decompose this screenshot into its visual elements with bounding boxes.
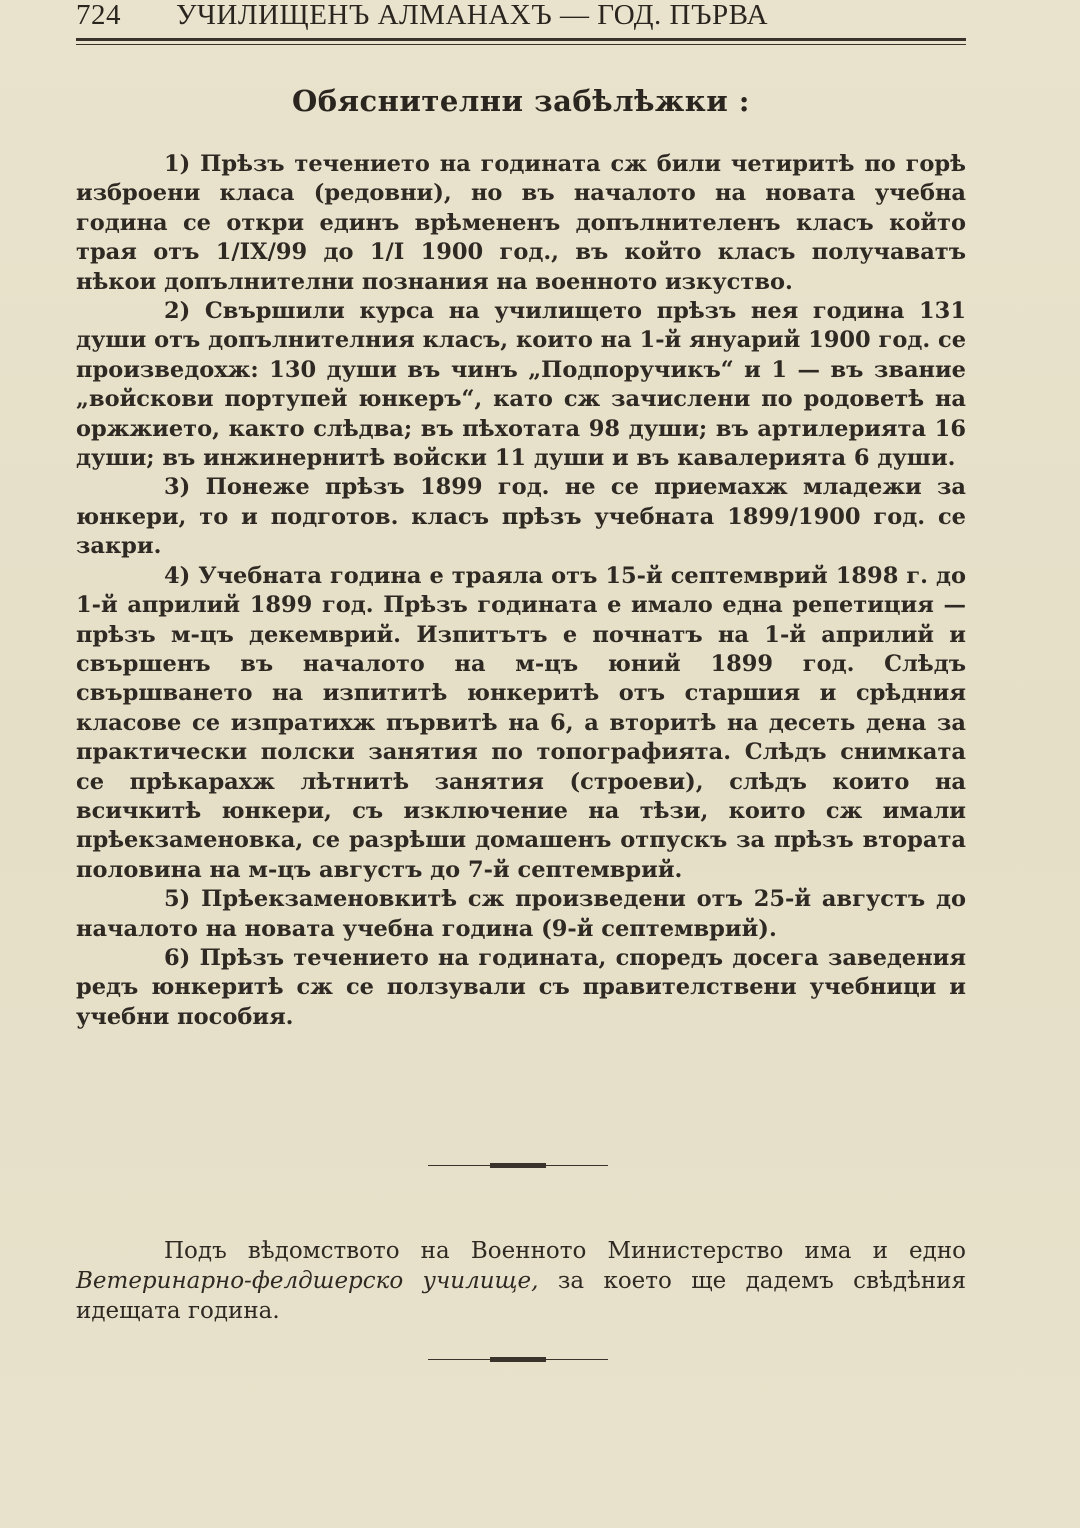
note-5: 5) Прѣекзаменовкитѣ сж произведени отъ 25-й августъ до началото на новата учебна година (9-й септемврий). [76, 886, 966, 942]
note-6: 6) Прѣзъ течението на годината, споредъ досега заведения редъ юнкеритѣ сж се ползували съ правителствени учебници и учебни пособия. [76, 944, 966, 1030]
closing-text-start: Подъ вѣдомството на Военното Министерство има и едно [164, 1238, 966, 1264]
note-4: 4) Учебната година е траяла отъ 15-й септемврий 1898 г. до 1-й априлий 1899 год. Прѣзъ годината е имало една репетиция — прѣзъ м-цъ декемврий. Изпитътъ е почнатъ на 1-й априлий и свършенъ въ началото на м-цъ юний 1899 год. Слѣдъ свършването на изпититѣ юнкеритѣ отъ старшия и срѣдния класове се изпратихж първитѣ на 6, а вторитѣ на десеть дена за практически полски занятия по топографията. Слѣдъ снимката се прѣкарахж лѣтнитѣ занятия (строеви), слѣдъ които на всичкитѣ юнкери, съ изключение на тѣзи, които сж имали прѣекзаменовка, се разрѣши домашенъ отпускъ за прѣзъ втората половина на м-цъ августъ до 7-й септемврий. [76, 562, 966, 883]
note-2: 2) Свършили курса на училището прѣзъ нея година 131 души отъ допълнителния класъ, които на 1-й януарий 1900 год. се произведохж: 130 души въ чинъ „Подпоручикъ“ и 1 — въ звание „войскови портупей юнкеръ“, като сж зачислени по родоветѣ на оржжието, както слѣдва; въ пѣхотата 98 души; въ артилерията 16 души; въ инжинернитѣ войски 11 души и въ кавалерията 6 души. [76, 298, 967, 472]
header-rule-thick [76, 38, 966, 41]
end-divider-ornament [428, 1357, 608, 1363]
header-rule-thin [76, 44, 966, 45]
note-3: 3) Понеже прѣзъ 1899 год. не се приемахж младежи за юнкери, то и подготов. класъ прѣзъ учебната 1899/1900 год. се закри. [76, 474, 966, 560]
section-divider-ornament [428, 1163, 608, 1169]
running-title: УЧИЛИЩЕНЪ АЛМАНАХЪ — ГОД. ПЪРВА [176, 0, 769, 31]
note-1: 1) Прѣзъ течението на годината сж били четиритѣ по горѣ изброени класа (редовни), но въ началото на новата учебна година се откри единъ врѣмененъ допълнителенъ класъ който трая отъ 1/IX/99 до 1/I 1900 год., въ който класъ получаватъ нѣкои допълнителни познания на военното изкуство. [76, 151, 966, 295]
running-header [76, 0, 964, 32]
page-number: 724 [76, 0, 121, 31]
section-title: Обяснителни забѣлѣжки : [291, 84, 751, 118]
closing-paragraph [76, 1236, 966, 1326]
closing-italic-school-name: Ветеринарно-фелдшерско училище, [76, 1268, 539, 1294]
notes-list [76, 150, 966, 1032]
closing-text-end: за което ще дадемъ свѣдѣния идещата година. [76, 1268, 967, 1324]
